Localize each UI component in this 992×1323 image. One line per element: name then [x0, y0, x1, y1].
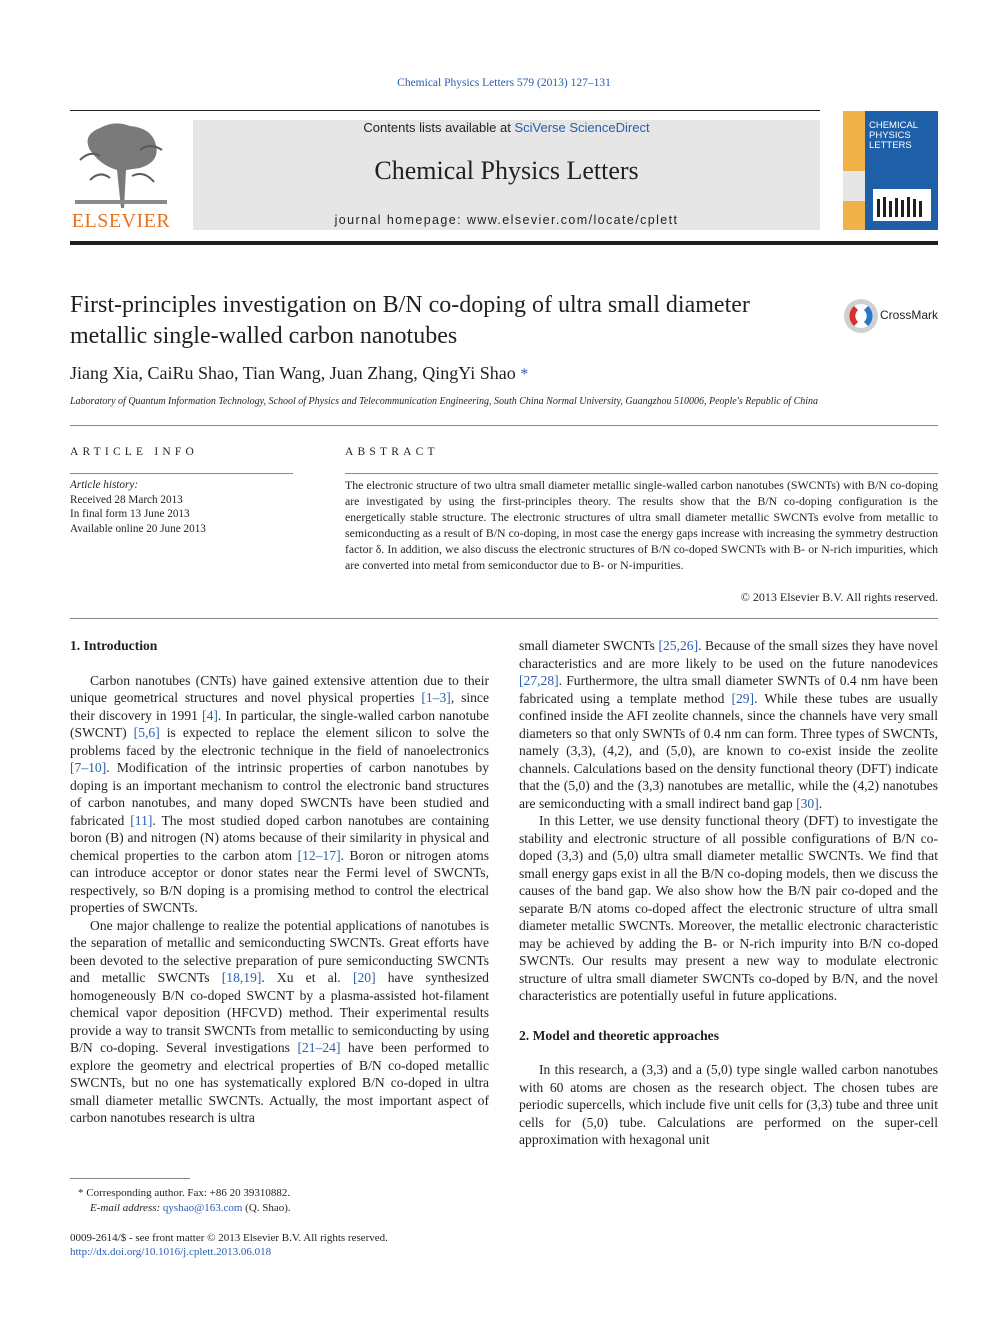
- text-run: One major challenge to realize the potential applications of nanotubes is the separation of metallic and semiconducting SWCNTs. Great efforts have been devoted to the selective preparation of pure semiconducting SWCNTs and metallic SWCNTs: [70, 917, 489, 985]
- reference-link[interactable]: [27,28]: [519, 673, 559, 688]
- text-run: . Modification of the intrinsic properties of carbon nanotubes by doping is an important mechanism to control the electronic band structures of carbon nanotubes, and many doped SWCNTs have been studied and fabricated: [70, 760, 489, 828]
- text-run: . Because of the small sizes they have novel characteristics and are more likely to be used on the future nanodevices: [519, 638, 938, 671]
- received-date: Received 28 March 2013: [70, 493, 183, 506]
- author-names: Jiang Xia, CaiRu Shao, Tian Wang, Juan Zhang, QingYi Shao: [70, 363, 516, 383]
- history-label: Article history:: [70, 479, 139, 491]
- journal-homepage[interactable]: journal homepage: www.elsevier.com/locate/cplett: [334, 213, 679, 227]
- reference-link[interactable]: [20]: [352, 970, 376, 985]
- email-link[interactable]: qyshao@163.com: [162, 1202, 243, 1214]
- article-info-rule: [70, 473, 293, 474]
- footer-metadata: [70, 1231, 388, 1259]
- text-run: . In particular, the single-walled carbon nanotube (SWCNT): [70, 707, 489, 740]
- doi-link[interactable]: http://dx.doi.org/10.1016/j.cplett.2013.06.018: [70, 1246, 272, 1258]
- intro-paragraph-3: [519, 637, 938, 812]
- affiliation: Laboratory of Quantum Information Technology, School of Physics and Telecommunication Engineering, South China Normal University, Guangzhou 510006, People's Republic of China: [70, 396, 819, 407]
- text-run: . Furthermore, the ultra small diameter SWNTs of 0.4 nm have been fabricated using a template method: [519, 673, 938, 706]
- text-run: Carbon nanotubes (CNTs) have gained extensive attention due to their unique geometrical structures and novel physical properties: [70, 672, 489, 705]
- text-run: small diameter SWCNTs: [519, 638, 659, 653]
- sciencedirect-link[interactable]: SciVerse ScienceDirect: [514, 120, 650, 135]
- text-run: is expected to replace the element silicon to solve the problems faced by the electronic technique in the field of nanoelectronics: [70, 725, 489, 758]
- reference-link[interactable]: [21–24]: [297, 1040, 341, 1055]
- reference-link[interactable]: [30]: [796, 795, 819, 811]
- intro-paragraph-1: [70, 672, 489, 917]
- intro-paragraph-4: In this Letter, we use density functional theory (DFT) to investigate the stability and electronic structure of all possible configurations of B/N co-doped (3,3) and (5,0) ultra small diameter metallic SWCNTs. We find that small energy gaps exist in all the B/N co-doping models, then we discuss the causes of the band gap. We also show how the B/N pair co-doped and the separate B/N atoms co-doped affect the electronic structure of ultra small diameter metallic SWCNTs. Moreover, the metallic electronic characteristic may be achieved by adding the B- or N-rich impurity into B/N co-doped SWCNTs. Our results may present a new way to modulate electronic structure of ultra small diameter SWCNTs co-doped by B/N, and the novel characteristics are potentially useful in future applications.: [519, 813, 938, 1003]
- author-list: [70, 363, 528, 384]
- reference-link[interactable]: [11]: [130, 812, 153, 828]
- footnote-rule: [70, 1178, 190, 1179]
- text-run: . The most studied doped carbon nanotubes are containing boron (B) and nitrogen (N) atoms because of their similarity in physical and chemical properties to the carbon atom: [70, 812, 489, 863]
- paper-title-line2: metallic single-walled carbon nanotubes: [70, 323, 458, 349]
- method-paragraph-1: In this research, a (3,3) and a (5,0) type single walled carbon nanotubes with 60 atoms are chosen as the research object. The chosen tubes are periodic supercells, which include five unit cells for (3,3) tube and three unit cells for (5,0) tube. Calculations are performed on the super-cell approximation with hexagonal unit: [519, 1062, 938, 1147]
- contents-available-line: [193, 120, 820, 135]
- reference-link[interactable]: [4]: [202, 707, 218, 723]
- abstract-text: The electronic structure of two ultra small diameter metallic single-walled carbon nanotubes (SWCNTs) with B/N co-doping are investigated by using the first-principles theory. The results show that the B/N co-doping configuration is the energetically stable structure. The electronic structures of ultra small diameter metallic SWCNTs evolve from metallic to semiconducting as a result of B/N co-doping, in most case the energy gaps increase with increasing the symmetry destruction factor δ. In addition, we also discuss the electronic structures of B/N co-doped SWCNTs with B- or N-rich impurities, which are converted into metal from semiconductor due to B- or N-impurities.: [345, 478, 938, 572]
- text-run: .: [818, 795, 823, 811]
- abstract-rule: [345, 473, 938, 474]
- article-history: [70, 478, 206, 536]
- footnote-email: [70, 1201, 489, 1216]
- header-thick-rule: [70, 241, 938, 245]
- crossmark-icon: [843, 298, 879, 334]
- copyright-notice: © 2013 Elsevier B.V. All rights reserved.: [740, 590, 938, 604]
- email-label: E-mail address:: [90, 1202, 163, 1214]
- journal-cover-thumbnail: [843, 111, 938, 230]
- cover-title-line: PHYSICS: [869, 130, 911, 141]
- paper-title: [70, 290, 830, 352]
- email-suffix: (Q. Shao).: [242, 1202, 291, 1214]
- abstract-bottom-rule: [70, 618, 938, 619]
- final-form-date: In final form 13 June 2013: [70, 508, 190, 521]
- text-run: . Boron or nitrogen atoms can introduce acceptor or donor states near the Fermi level of SWCNTs, respectively, so B/N doping is a promising method to control the electrical properties of SWCNTs.: [70, 847, 490, 915]
- text-run: , since their discovery in 1991: [70, 690, 489, 723]
- corresponding-author-mark[interactable]: *: [520, 366, 529, 383]
- reference-link[interactable]: [5,6]: [133, 725, 160, 740]
- reference-link[interactable]: [18,19]: [221, 970, 262, 985]
- cover-title: [869, 121, 918, 151]
- reference-link[interactable]: [29]: [731, 690, 755, 706]
- text-run: have synthesized homogeneously B/N co-doped SWCNT by a plasma-assisted hot-filament chemical vapor deposition (HFCVD) method. Their experimental results provide a way to transit SWCNTs from metallic to semiconducting by using B/N co-doping. Several investigations: [70, 970, 489, 1055]
- body-column-right: [519, 637, 938, 1149]
- section-2-title: 2. Model and theoretic approaches: [519, 1027, 719, 1043]
- online-date: Available online 20 June 2013: [70, 522, 206, 535]
- footnote-corresponding: * Corresponding author. Fax: +86 20 39310882.: [78, 1187, 291, 1199]
- text-run: . While these tubes are usually confined inside the AFI zeolite channels, since the channels have very small diameters so that only SWNTs of 0.4 nm can form. Three types of SWCNTs, namely (3,3), (4,2), and (5,0), are known to co-exist inside the zeolite channels. Calculations based on the density functional theory (DFT) indicate that the (5,0) and the (3,3) nanotubes are metallic, while the (4,2) nanotubes are semiconducting with a small indirect band gap: [519, 690, 938, 811]
- intro-paragraph-2: [70, 917, 489, 1127]
- affiliation-rule: [70, 425, 938, 426]
- text-run: have been performed to explore the geometry and electrical properties of B/N co-doped metallic SWCNTs, but no one has systematically explored B/N co-doped in ultra small diameter metallic SWCNTs. Actually, the most important aspect of carbon nanotubes research is ultra: [70, 1040, 489, 1125]
- abstract-heading: ABSTRACT: [345, 446, 439, 458]
- cover-title-line: CHEMICAL: [869, 120, 919, 131]
- crossmark-label: CrossMark: [880, 308, 939, 322]
- elsevier-wordmark: ELSEVIER: [71, 210, 171, 232]
- reference-link[interactable]: [25,26]: [658, 638, 699, 653]
- reference-link[interactable]: [12–17]: [297, 847, 341, 863]
- article-info-heading: ARTICLE INFO: [70, 446, 198, 458]
- issn-line: 0009-2614/$ - see front matter © 2013 Elsevier B.V. All rights reserved.: [70, 1232, 388, 1244]
- header-top-rule: [70, 110, 820, 111]
- journal-citation[interactable]: Chemical Physics Letters 579 (2013) 127–131: [397, 77, 611, 89]
- cover-title-line: LETTERS: [869, 140, 912, 151]
- reference-link[interactable]: [7–10]: [70, 760, 107, 775]
- contents-prefix: Contents lists available at: [363, 120, 515, 135]
- reference-link[interactable]: [1–3]: [421, 690, 451, 705]
- text-run: . Xu et al.: [261, 970, 353, 985]
- paper-title-line1: First-principles investigation on B/N co-doping of ultra small diameter: [70, 292, 750, 318]
- body-column-left: [70, 637, 489, 1127]
- journal-name: Chemical Physics Letters: [374, 156, 639, 185]
- section-1-title: 1. Introduction: [70, 638, 158, 653]
- corresponding-author-footnote: [70, 1186, 489, 1216]
